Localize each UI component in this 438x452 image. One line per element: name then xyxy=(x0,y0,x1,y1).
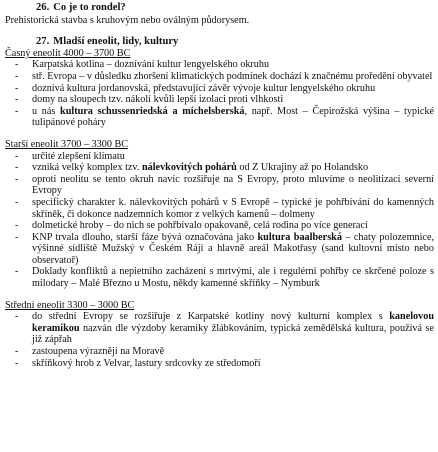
bold-term: kanelovou keramikou xyxy=(32,311,434,334)
bullet-list xyxy=(5,311,436,369)
bullet-marker: - xyxy=(15,311,19,323)
list-item xyxy=(5,162,436,174)
heading-question-26 xyxy=(36,2,436,14)
heading-number: 27. xyxy=(36,36,50,48)
period-section-middle xyxy=(5,300,436,370)
list-item xyxy=(5,71,436,83)
period-title: Starší eneolit 3700 – 3300 BC xyxy=(5,138,129,150)
item-text: stř. Evropa – v důsledku zhoršení klimatických podmínek dochází k značnému proředění obyvatel xyxy=(32,70,433,82)
bullet-marker: - xyxy=(15,196,19,208)
list-item xyxy=(5,174,436,197)
item-text: KNP trvala dlouho, starší fáze bývá označována jako xyxy=(32,231,258,243)
item-text: oproti neolitu se tento okruh navíc rozšiřuje na S Evropy, proto mluvíme o neolitizaci severní Evropy xyxy=(32,173,434,197)
item-text: , např. Most – Čepirožská výšina – typické tulipánové poháry xyxy=(32,105,434,129)
list-item xyxy=(5,232,436,267)
list-item xyxy=(5,94,436,106)
bullet-marker: - xyxy=(15,105,19,117)
list-item xyxy=(5,266,436,289)
item-text: u nás xyxy=(32,105,61,117)
list-item xyxy=(5,106,436,129)
list-item xyxy=(5,83,436,95)
bullet-marker: - xyxy=(15,357,19,369)
period-section-early xyxy=(5,48,436,129)
list-item xyxy=(5,346,436,358)
item-text: skříňkový hrob z Velvar, lastury srdcovky ze středomoří xyxy=(32,357,261,369)
item-text: doznívá kultura jordanovská, představující závěr vývoje kultur lengyelského okruhu xyxy=(32,82,376,94)
bullet-marker: - xyxy=(15,173,19,185)
bold-term: kultura schussenriedská a michelsberská xyxy=(60,105,245,117)
list-item xyxy=(5,59,436,71)
heading-title: Mladší eneolit, lidy, kultury xyxy=(53,36,179,48)
bullet-marker: - xyxy=(15,231,19,243)
list-item xyxy=(5,311,436,346)
period-title: Časný eneolit 4000 – 3700 BC xyxy=(5,47,131,59)
bullet-marker: - xyxy=(15,346,19,358)
bullet-marker: - xyxy=(15,59,19,71)
period-section-older xyxy=(5,139,436,290)
bullet-marker: - xyxy=(15,266,19,278)
bullet-marker: - xyxy=(15,94,19,106)
list-item xyxy=(5,358,436,370)
bullet-marker: - xyxy=(15,70,19,82)
heading-question-27 xyxy=(36,36,436,48)
bold-term: kultura baalberská xyxy=(257,231,342,243)
bullet-marker: - xyxy=(15,150,19,162)
period-title: Střední eneolit 3300 – 3000 BC xyxy=(5,299,135,311)
heading-title: Co je to rondel? xyxy=(53,2,126,13)
bullet-list xyxy=(5,59,436,129)
bullet-list xyxy=(5,151,436,290)
list-item xyxy=(5,197,436,220)
list-item xyxy=(5,151,436,163)
item-text: nazván dle výzdoby keramiky žlábkováním, typická zemědělská kultura, používá se již zápřah xyxy=(32,322,434,346)
bullet-marker: - xyxy=(15,220,19,232)
item-text: domy na sloupech tzv. nákolí kvůli lepší izolaci proti vlhkosti xyxy=(32,94,284,106)
bold-term: nálevkovitých pohárů xyxy=(141,162,237,174)
item-text: zastoupena výrazněji na Moravě xyxy=(32,346,165,358)
item-text: Doklady konfliktů a nepietního zacházení s mrtvými, ale i regulérní pohřby ce skrčené poloze s milodary – Malé Březno u Mostu, někdy kamenné skříňky – Nymburk xyxy=(32,266,434,290)
item-text: Karpatská kotlina – doznívání kultur lengyelského okruhu xyxy=(32,59,270,71)
item-text: vzniká velký komplex tzv. xyxy=(32,162,142,174)
answer-paragraph: Prehistorická stavba s kruhovým nebo oválným půdorysem. xyxy=(5,14,250,26)
item-text: – chaty polozemnice, výšinné sídliště Mužský v Českém Ráji a hlavně areál Makotřasy (sand kultovní místo nebo observatoř) xyxy=(32,231,435,266)
item-text: specifický charakter k. nálevkovitých pohárů v S Evropě – typické je pohřbívání do kamenných skříněk, či dokonce nadzemních komor z velkých kamenů – dolmeny xyxy=(32,196,434,220)
item-text: dolmetické hroby – do nich se pohřbívalo opakovaně, celá rodina po více generací xyxy=(32,220,368,232)
item-text: určité zlepšení klimatu xyxy=(32,150,125,162)
bullet-marker: - xyxy=(15,162,19,174)
item-text: do střední Evropy se rozšiřuje z Karpatské kotliny nový kulturní komplex s xyxy=(32,311,390,323)
heading-number: 26. xyxy=(36,2,50,13)
bullet-marker: - xyxy=(15,82,19,94)
list-item xyxy=(5,220,436,232)
item-text: od Z Ukrajiny až po Holandsko xyxy=(236,162,369,174)
